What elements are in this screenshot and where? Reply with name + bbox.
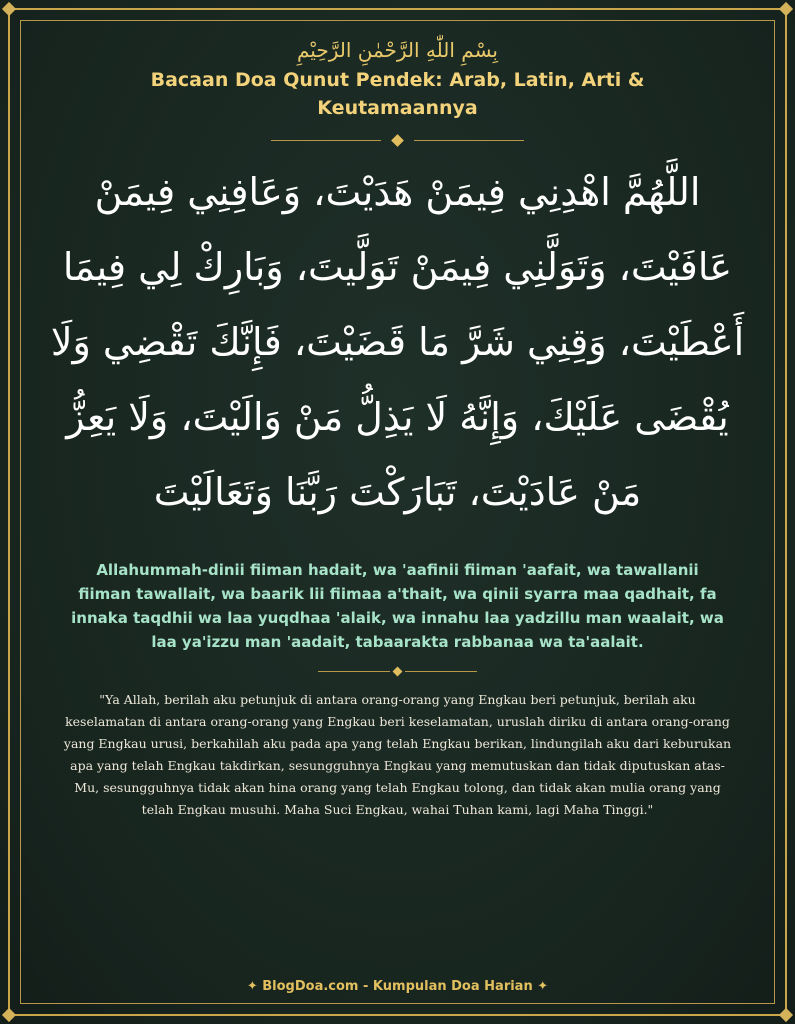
- basmalah: بِسْمِ اللّٰهِ الرَّحْمٰنِ الرَّحِيْمِ: [296, 38, 498, 62]
- title-divider: [30, 136, 765, 145]
- arabic-prayer-text: اللَّهُمَّ اهْدِنِي فِيمَنْ هَدَيْتَ، وَعَافِنِي فِيمَنْ عَافَيْتَ، وَتَوَلَّنِي فِيمَنْ تَوَلَّيتَ، وَبَارِكْ لِي فِيمَا أَعْطَيْتَ، وَقِنِي شَرَّ مَا قَضَيْتَ، فَإِنَّكَ تَقْضِي وَلَا يُقْضَى عَلَيْكَ، وَإِنَّهُ لَا يَذِلُّ مَنْ وَالَيْتَ، وَلَا يَعِزُّ مَنْ عَادَيْتَ، تَبَارَكْتَ رَبَّنَا وَتَعَالَيْتَ: [50, 170, 745, 514]
- section-divider: [30, 668, 765, 675]
- translation-text: "Ya Allah, berilah aku petunjuk di antara orang-orang yang Engkau beri petunjuk, berilah aku keselamatan di antara orang-orang yang Engkau beri keselamatan, uruslah diriku di antara orang-orang yang Engkau urusi, berkahilah aku pada apa yang telah Engkau berikan, lindungilah aku dari keburukan apa yang telah Engkau takdirkan, sesungguhnya Engkau yang memutuskan dan tidak diputuskan atas-Mu, sesungguhnya tidak akan hina orang yang telah Engkau tolong, dan tidak akan mulia orang yang telah Engkau musuhi. Maha Suci Engkau, wahai Tuhan kami, lagi Maha Tinggi.": [63, 692, 732, 817]
- page-title: Bacaan Doa Qunut Pendek: Arab, Latin, Arti & Keutamaannya: [150, 69, 645, 119]
- card-content: [30, 30, 765, 994]
- divider-line: [414, 140, 524, 141]
- latin-transliteration: Allahummah-dinii fiiman hadait, wa 'aafinii fiiman 'aafait, wa tawallanii fiiman tawallait, wa baarik lii fiimaa a'thait, wa qinii syarra maa qadhait, fa innaka taqdhii wa laa yuqdhaa 'alaik, wa innahu laa yadzillu man waalait, wa laa ya'izzu man 'aadait, tabaarakta rabbanaa wa ta'aalait.: [71, 561, 724, 651]
- footer-credit: ✦ BlogDoa.com - Kumpulan Doa Harian ✦: [246, 979, 549, 994]
- divider-line: [405, 671, 477, 672]
- diamond-ornament-icon: [393, 667, 403, 677]
- diamond-ornament-icon: [391, 134, 404, 147]
- divider-line: [271, 140, 381, 141]
- divider-line: [318, 671, 390, 672]
